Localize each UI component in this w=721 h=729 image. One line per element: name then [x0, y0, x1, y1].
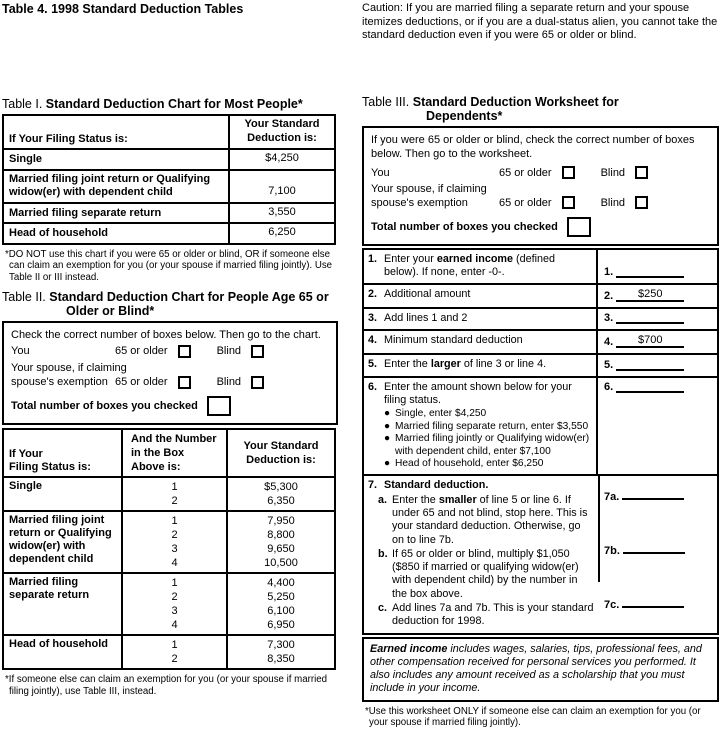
line2-entry-value: $250	[616, 288, 684, 302]
entry-label: 6.	[604, 380, 614, 393]
deduction-values: 7,300 8,350	[267, 639, 295, 666]
box-number-values: 1 2 3 4	[123, 512, 228, 572]
line4-entry-value: $700	[616, 334, 684, 348]
deduction-amount: 7,100	[268, 185, 296, 197]
you-label: You	[11, 345, 30, 358]
line3-entry-field[interactable]	[616, 312, 684, 324]
earned-income-term: Earned income	[370, 642, 448, 655]
table2-checkbox-panel	[2, 321, 338, 425]
t2-spouse-blind-checkbox[interactable]	[251, 376, 264, 389]
total-boxes-label: Total number of boxes you checked	[371, 220, 558, 233]
caution-note: Caution: If you are married filing a separate return and your spouse itemizes deductions, or if you are a dual-status alien, you cannot take the standard deduction even if you were 65 or older or blind.	[362, 2, 718, 41]
table1-row-single	[4, 148, 334, 169]
table3-panel-intro: If you were 65 or older or blind, check the correct number of boxes below. Then go to the worksheet.	[371, 133, 695, 160]
line-text: Enter your earned income (defined below). If none, enter -0-.	[384, 252, 556, 278]
worksheet-row-1	[364, 250, 717, 284]
line-number: 2.	[368, 288, 378, 301]
total-boxes-label: Total number of boxes you checked	[11, 400, 198, 413]
filing-status-label: Married filing joint return or Qualifying widow(er) with dependent child	[4, 512, 123, 572]
table1-header-filing-status: If Your Filing Status is:	[4, 116, 230, 148]
deduction-amount: 6,250	[268, 226, 296, 238]
older-label: 65 or older	[115, 345, 168, 358]
bullet-icon: ●	[384, 408, 391, 420]
older-label: 65 or older	[499, 166, 552, 179]
line-text: Enter the larger of line 3 or line 4.	[384, 358, 547, 371]
worksheet-row-5	[364, 353, 717, 375]
bullet-icon: ●	[384, 457, 391, 469]
blind-label: Blind	[216, 376, 242, 389]
t2-you-blind-checkbox[interactable]	[251, 345, 264, 358]
chart-row-married-separate	[4, 572, 334, 634]
table2-panel-instruction: Check the correct number of boxes below. Then go to the chart.	[11, 329, 321, 342]
entry-label: 4.	[604, 336, 614, 349]
line7c-text: c. Add lines 7a and 7b. This is your standard deduction for 1998.	[378, 601, 594, 628]
table2-you-row	[11, 344, 329, 358]
filing-status-label: Married filing joint return or Qualifying widow(er) with dependent child	[4, 171, 230, 202]
table1-header-row	[4, 116, 334, 148]
right-column	[362, 2, 719, 729]
blind-label: Blind	[216, 345, 242, 358]
deduction-amount: $4,250	[265, 152, 299, 164]
table3-total-row	[371, 217, 710, 237]
box-number-values: 1 2	[123, 636, 228, 668]
table2-title-text: Standard Deduction Chart for People Age 65 or Older or Blind*	[49, 290, 329, 319]
table3-title-line1: Standard Deduction Worksheet for	[412, 94, 619, 109]
deduction-values: $5,300 6,350	[264, 481, 298, 508]
line-number: 4.	[368, 334, 378, 347]
bullet-icon: ●	[384, 433, 391, 445]
blind-label: Blind	[600, 196, 626, 209]
t3-spouse-blind-checkbox[interactable]	[635, 196, 648, 209]
table2-title-prefix: Table II.	[2, 290, 50, 305]
line7b-entry-field[interactable]	[623, 542, 685, 554]
line-text: Add lines 1 and 2	[384, 312, 468, 325]
chart-row-married-joint	[4, 510, 334, 572]
deduction-values: 4,400 5,250 6,100 6,950	[267, 577, 295, 632]
filing-status-label: Head of household	[4, 224, 230, 243]
filing-status-label: Married filing separate return	[4, 204, 230, 223]
t3-you-65-checkbox[interactable]	[562, 166, 575, 179]
older-label: 65 or older	[499, 196, 552, 209]
t2-total-boxes-input[interactable]	[207, 396, 231, 416]
line6-entry-field[interactable]	[616, 381, 684, 393]
you-label: You	[371, 166, 390, 179]
line7c-entry-field[interactable]	[622, 596, 684, 608]
earned-income-definition: Earned income includes wages, salaries, tips, professional fees, and other compensation received for personal services you performed. It also includes any amount received as a scholarship that you must include in your income.	[362, 637, 719, 702]
t2-spouse-65-checkbox[interactable]	[178, 376, 191, 389]
line-number: 6.	[368, 380, 378, 393]
document-title: Table 4. 1998 Standard Deduction Tables	[2, 2, 244, 16]
line-number: 7.	[368, 479, 378, 492]
table2-chart-header	[4, 430, 334, 476]
entry-label: 7c.	[604, 599, 620, 612]
line7a-entry-field[interactable]	[622, 488, 684, 500]
t2-you-65-checkbox[interactable]	[178, 345, 191, 358]
filing-status-bullets: ● Single, enter $4,250 ● Married filing separate return, enter $3,550 ● Married filing jointly or Qualifying widow(er) with dependent child, enter $7,100 ● Head of household, enter $6,250	[384, 408, 590, 469]
line-text: Additional amount	[384, 288, 471, 301]
line7b-text: b. If 65 or older or blind, multiply $1,050 ($850 if married or qualifying widow(er) with dependent child) by the number in the box above.	[378, 547, 579, 600]
t3-you-blind-checkbox[interactable]	[635, 166, 648, 179]
entry-label: 2.	[604, 290, 614, 303]
table1-header-deduction: Your Standard Deduction is:	[244, 118, 320, 144]
bullet-icon: ●	[384, 420, 391, 432]
entry-label: 7b.	[604, 545, 620, 558]
line7-heading: Standard deduction.	[384, 479, 489, 492]
table2-spouse-row	[11, 375, 329, 389]
box-number-values: 1 2	[123, 478, 228, 510]
worksheet-row-3	[364, 307, 717, 329]
deduction-amount: 3,550	[268, 205, 296, 218]
chart-row-single	[4, 476, 334, 510]
table1-row-married-separate	[4, 202, 334, 223]
chart-header-filing-status: If Your Filing Status is:	[4, 430, 123, 476]
spouse-label-line2: spouse's exemption	[11, 376, 108, 389]
table3-checkbox-panel	[362, 126, 719, 246]
box-number-values: 1 2 3 4	[123, 574, 228, 634]
line-text: Enter the amount shown below for your filing status. ● Single, enter $4,250 ● Married filing separate return, enter $3,550 ● Married filing jointly or Qualifying widow(er) with dependent child, enter $7,100 ● Head of household, enter $6,250	[384, 381, 592, 471]
line5-entry-field[interactable]	[616, 359, 684, 371]
table1-footnote: *DO NOT use this chart if you were 65 or older or blind, OR if someone else can claim an exemption for you (or your spouse if married filing jointly). Use Table II or III instead.	[5, 248, 333, 283]
entry-label: 5.	[604, 358, 614, 371]
table1-title	[2, 97, 338, 111]
left-column	[2, 2, 338, 697]
line-number: 3.	[368, 312, 378, 325]
table1-title-prefix: Table I.	[2, 97, 46, 111]
deduction-values: 7,950 8,800 9,650 10,500	[264, 515, 298, 570]
line-number: 5.	[368, 358, 378, 371]
blind-label: Blind	[600, 166, 626, 179]
entry-label: 7a.	[604, 491, 620, 504]
table3-title	[362, 95, 719, 123]
table2-total-row	[11, 396, 329, 416]
table1	[2, 114, 336, 245]
filing-status-label: Married filing separate return	[4, 574, 123, 634]
table3-spouse-row	[371, 196, 710, 210]
table2-chart	[2, 428, 336, 670]
table3-worksheet	[362, 248, 719, 635]
older-label: 65 or older	[115, 376, 168, 389]
chart-row-head-household	[4, 634, 334, 668]
entry-label: 1.	[604, 266, 614, 279]
table1-row-head-household	[4, 222, 334, 243]
chart-header-deduction: Your Standard Deduction is:	[243, 440, 319, 467]
spouse-label-line1: Your spouse, if claiming	[371, 182, 487, 195]
table2-footnote: *If someone else can claim an exemption for you (or your spouse if married filing jointly), use Table III, instead.	[5, 674, 327, 697]
t3-spouse-65-checkbox[interactable]	[562, 196, 575, 209]
table3-you-row	[371, 166, 710, 180]
table3-footnote: *Use this worksheet ONLY if someone else can claim an exemption for you (or your spouse if married filing jointly).	[365, 705, 701, 729]
filing-status-label: Single	[4, 150, 230, 169]
line-number: 1.	[368, 252, 378, 265]
line-text: Minimum standard deduction	[384, 334, 523, 347]
worksheet-row-6	[364, 376, 717, 475]
line1-entry-field[interactable]	[616, 266, 684, 278]
t3-total-boxes-input[interactable]	[567, 217, 591, 237]
table3-title-line2: Dependents*	[426, 108, 503, 123]
worksheet-row-7	[364, 474, 717, 632]
filing-status-label: Head of household	[4, 636, 123, 668]
table2-title	[2, 290, 338, 318]
chart-header-box-number: And the Number in the Box Above is:	[123, 430, 228, 476]
filing-status-label: Single	[4, 478, 123, 510]
worksheet-row-2	[364, 283, 717, 307]
entry-label: 3.	[604, 312, 614, 325]
worksheet-row-4	[364, 329, 717, 353]
line7a-text: a. Enter the smaller of line 5 or line 6. If under 65 and not blind, stop here. This is your standard deduction. Otherwise, go on to line 7b.	[378, 493, 588, 546]
table1-row-married-joint	[4, 169, 334, 202]
spouse-label-line1: Your spouse, if claiming	[11, 362, 127, 375]
table3-title-prefix: Table III.	[362, 94, 413, 109]
spouse-label-line2: spouse's exemption	[371, 196, 468, 209]
table1-title-text: Standard Deduction Chart for Most People*	[45, 97, 303, 111]
